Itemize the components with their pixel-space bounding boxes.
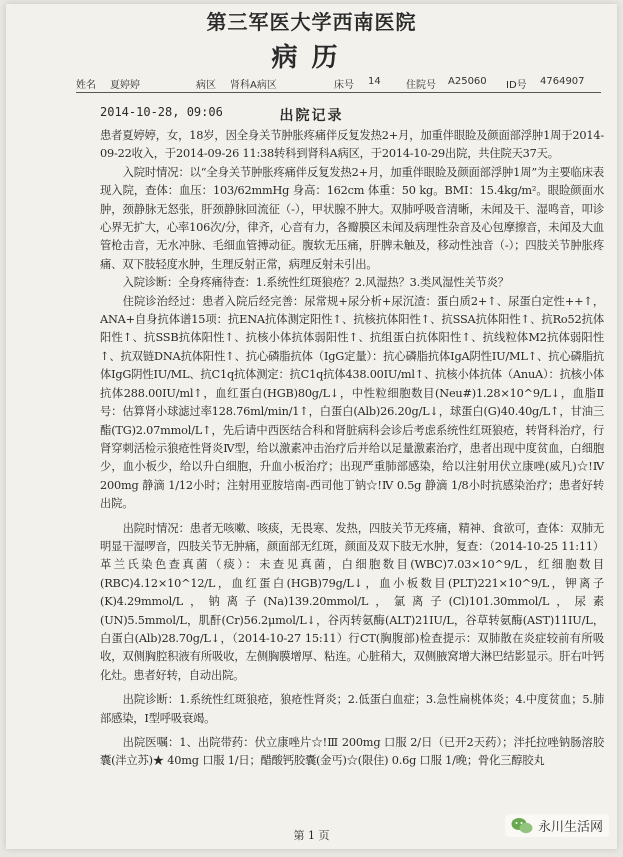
record-timestamp: 2014-10-28, 09:06 (100, 105, 223, 119)
name-label: 姓名 (76, 80, 96, 91)
record-title: 出院记录 (279, 108, 344, 124)
discharge-diagnosis: 出院诊断：1.系统性红斑狼疮，狼疮性肾炎；2.低蛋白血症；3.急性扁桃体炎；4.中度贫血；5.肺部感染，Ⅰ型呼吸衰竭。 (100, 693, 604, 725)
watermark-text: 永川生活网 (537, 820, 603, 835)
id-value: 4764907 (540, 76, 585, 87)
ward-label: 病区 (196, 80, 216, 91)
treatment-course: 住院诊治经过：患者入院后经完善：尿常规+尿分析+尿沉渣：蛋白质2+↑、尿蛋白定性++↑，ANA+自身抗体谱15项：抗ENA抗体测定阳性↑、抗核抗体阳性↑、抗SSA抗体阳性↑、抗Ro52抗体阳性↑、抗SSB抗体阳性↑、抗核小体抗体弱阳性↑、抗组蛋白抗体阳性↑、抗线粒体M2抗体弱阳性↑、抗双链DNA抗体阳性↑、抗心磷脂抗体（IgG定量）：抗心磷脂抗体IgA阴性IU/ML↑、抗心磷脂抗体IgG阴性IU/ML、抗C1q抗体测定：抗C1q抗体438.00IU/ml↑、抗核小体抗体（AnuA）：抗核小体抗体288.00IU/ml↑，血红蛋白(HGB)80g/L↓，中性粒细胞数目(Neu#)1.28×10^9/L↓，血脂Ⅱ号：估算肾小球滤过率128.76ml/min/1↑，白蛋白(Alb)26.20g/L↓，球蛋白(G)40.40g/L↑，甘油三酯(TG)2.07mmol/L↑，先后请中西医结合科和肾脏病科会诊后考虑系统性红斑狼疮，转肾科治疗，行肾穿刺活检示狼疮性肾炎Ⅳ型，给以激素冲击治疗后并给以足量激素治疗，患者出现中度贫血，白细胞少，血小板少，给以升白细胞，升血小板治疗；出现严重肺部感染，给以注射用伏立康唑(威凡)☆!Ⅳ 200mg 静滴 1/12小时；注射用亚胺培南-西司他丁钠☆!Ⅳ 0.5g 静滴 1/8小时抗感染治疗；患者好转出院。 (100, 294, 604, 511)
bed-value: 14 (368, 76, 381, 87)
admission-diagnosis: 入院诊断：全身疼痛待查：1.系统性红斑狼疮？2.风湿热？3.类风湿性关节炎？ (122, 276, 509, 290)
admission-status: 入院时情况：以“全身关节肿胀疼痛伴反复发热2+月，加重伴眼睑及颜面部浮肿1周”为主要临床表现入院，查体：血压：103/62mmHg 身高：162cm 体重：50 kg。BMI：15.4kg/m²。眼睑颜面水肿，颈静脉无怒张，肝颈静脉回流征（-），甲状腺不肿大。双肺呼吸音清晰，未闻及干、湿鸣音，叩诊心界无扩大，心率106次/分，律齐，心音有力，各瓣膜区未闻及病理性杂音及心包摩擦音，未闻及大血管枪击音，无水冲脉、毛细血管搏动征。腹软无压痛，肝脾未触及，移动性浊音（-）；四肢关节肿胀疼痛、双下肢轻度水肿，生理反射正常，病理反射未引出。 (100, 165, 604, 271)
discharge-status: 出院时情况：患者无咳嗽、咳痰，无畏寒、发热，四肢关节无疼痛，精神、食欲可，查体：双肺无明显干湿啰音，四肢关节无肿痛，颜面部无红斑，颜面及双下肢无水肿，复查：（2014-10-25 11:11）革兰氏染色查真菌（痰）：未查见真菌，白细胞数目(WBC)7.03×10^9/L，红细胞数目(RBC)4.12×10^12/L，血红蛋白(HGB)79g/L↓，血小板数目(PLT)221×10^9/L，钾离子(K)4.29mmol/L，钠离子(Na)139.20mmol/L，氯离子(Cl)101.30mmol/L，尿素(UN)5.5mmol/L，肌酐(Cr)56.2μmol/L↓，谷丙转氨酶(ALT)21IU/L，谷草转氨酶(AST)11IU/L，白蛋白(Alb)28.70g/L↓，（2014-10-27 15:11）行CT(胸腹部)检查提示：双肺散在炎症较前有所吸收，双侧胸腔积液有所吸收，左侧胸膜增厚、粘连。心脏稍大，双侧腋窝增大淋巴结影显示。肝右叶钙化灶。患者好转，自动出院。 (100, 521, 604, 682)
patient-summary: 患者夏婷婷，女，18岁，因全身关节肿胀疼痛伴反复发热2+月，加重伴眼睑及颜面部浮肿1周于2014-09-22收入，于2014-09-26 11:38转科到肾科A病区，于2014-10-29出院，共住院天37天。 (100, 129, 604, 161)
page-number: 第 1 页 (293, 829, 330, 842)
hospital-name: 第三军医大学西南医院 (206, 10, 417, 34)
admission-no-value: A25060 (448, 76, 487, 87)
name-value: 夏婷婷 (110, 80, 140, 91)
record-body (100, 127, 604, 771)
admission-no-label: 住院号 (406, 80, 436, 91)
medical-record-page (6, 4, 617, 849)
chat-bubble-icon (511, 817, 533, 835)
bed-label: 床号 (334, 80, 354, 91)
discharge-orders: 出院医嘱：1、出院带药：伏立康唑片☆!Ⅲ 200mg 口服 2/日（已开2天药）；泮托拉唑钠肠溶胶囊(泮立苏)★ 40mg 口服 1/日；醋酸钙胶囊(金丐)☆(限住) 0.6g 口服 1/晚；骨化三醇胶丸 (100, 736, 604, 768)
patient-header (76, 74, 601, 93)
document-title: 病历 (271, 43, 352, 73)
id-label: ID号 (506, 80, 527, 91)
watermark (505, 814, 609, 837)
ward-value: 肾科A病区 (230, 80, 277, 91)
